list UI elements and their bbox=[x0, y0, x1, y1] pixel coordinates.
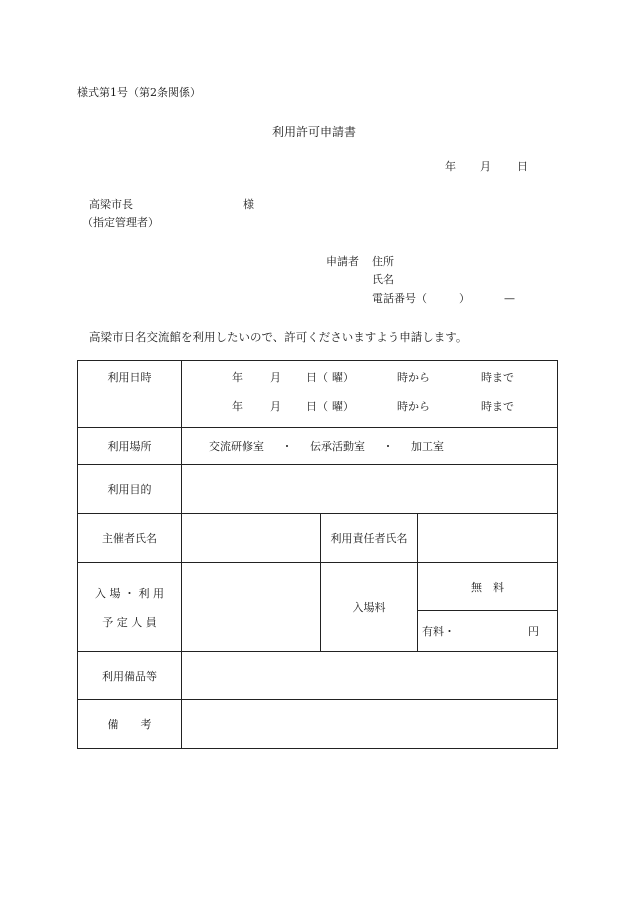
fee-yen-label: 円 bbox=[528, 625, 540, 638]
fee-paid-label: 有料・ bbox=[422, 625, 455, 638]
addressee-manager: （指定管理者） bbox=[82, 216, 159, 229]
dt2-weekday: 曜） bbox=[332, 400, 354, 413]
remarks-row bbox=[78, 700, 558, 749]
purpose-field[interactable] bbox=[182, 465, 558, 514]
datetime-label: 利用日時 bbox=[78, 361, 182, 428]
remarks-label: 備 考 bbox=[78, 700, 182, 749]
document-title: 利用許可申請書 bbox=[272, 125, 357, 139]
application-table bbox=[77, 360, 558, 749]
remarks-field[interactable] bbox=[182, 700, 558, 749]
purpose-label: 利用目的 bbox=[78, 465, 182, 514]
dt1-weekday: 曜） bbox=[332, 371, 354, 384]
datetime-field[interactable] bbox=[182, 361, 558, 428]
fee-free-option[interactable]: 無 料 bbox=[418, 563, 558, 611]
attendance-field[interactable] bbox=[182, 563, 321, 652]
fee-paid-option[interactable] bbox=[418, 611, 558, 652]
place-separator-2: ・ bbox=[382, 440, 394, 453]
applicant-phone-close: ） bbox=[459, 292, 470, 305]
place-separator-1: ・ bbox=[281, 440, 293, 453]
attendance-label-line-1: 入 場 ・ 利 用 bbox=[95, 586, 164, 600]
applicant-label: 申請者 bbox=[326, 255, 359, 268]
attendance-row-1 bbox=[78, 563, 558, 611]
dt1-year: 年 bbox=[232, 371, 243, 384]
place-label: 利用場所 bbox=[78, 428, 182, 465]
equipment-row bbox=[78, 652, 558, 700]
dt1-month: 月 bbox=[270, 371, 281, 384]
applicant-name-label: 氏名 bbox=[372, 273, 394, 286]
request-statement: 高梁市日名交流館を利用したいので、許可くださいますよう申請します。 bbox=[89, 330, 468, 344]
dt1-day: 日（ bbox=[306, 371, 328, 384]
dt1-to: 時まで bbox=[481, 371, 514, 384]
datetime-line-2 bbox=[182, 392, 557, 419]
place-option-training-room[interactable]: 交流研修室 bbox=[209, 440, 264, 453]
dt2-month: 月 bbox=[270, 400, 281, 413]
addressee-mayor: 高梁市長 bbox=[89, 198, 133, 211]
organizer-field[interactable] bbox=[182, 514, 321, 563]
place-row bbox=[78, 428, 558, 465]
form-number: 様式第1号（第2条関係） bbox=[77, 86, 201, 99]
applicant-phone-dash: — bbox=[504, 292, 515, 305]
purpose-row bbox=[78, 465, 558, 514]
responsible-label: 利用責任者氏名 bbox=[321, 514, 418, 563]
equipment-label: 利用備品等 bbox=[78, 652, 182, 700]
equipment-field[interactable] bbox=[182, 652, 558, 700]
attendance-label-line-2: 予 定 人 員 bbox=[102, 615, 157, 629]
date-year: 年 bbox=[445, 160, 456, 173]
place-field bbox=[182, 428, 558, 465]
addressee-honorific: 様 bbox=[243, 198, 254, 211]
datetime-row bbox=[78, 361, 558, 428]
fee-label: 入場料 bbox=[321, 563, 418, 652]
dt1-from: 時から bbox=[397, 371, 430, 384]
attendance-label bbox=[78, 563, 182, 652]
datetime-line-1 bbox=[182, 361, 557, 392]
dt2-year: 年 bbox=[232, 400, 243, 413]
dt2-to: 時まで bbox=[481, 400, 514, 413]
applicant-phone-label: 電話番号（ bbox=[372, 292, 427, 305]
applicant-address-label: 住所 bbox=[372, 255, 394, 268]
responsible-field[interactable] bbox=[418, 514, 558, 563]
fee-paid-line bbox=[418, 623, 557, 639]
dt2-from: 時から bbox=[397, 400, 430, 413]
dt2-day: 日（ bbox=[306, 400, 328, 413]
date-month: 月 bbox=[480, 160, 491, 173]
organizer-row bbox=[78, 514, 558, 563]
date-day: 日 bbox=[517, 160, 528, 173]
place-option-heritage-room[interactable]: 伝承活動室 bbox=[310, 440, 365, 453]
place-option-processing-room[interactable]: 加工室 bbox=[411, 440, 444, 453]
organizer-label: 主催者氏名 bbox=[78, 514, 182, 563]
